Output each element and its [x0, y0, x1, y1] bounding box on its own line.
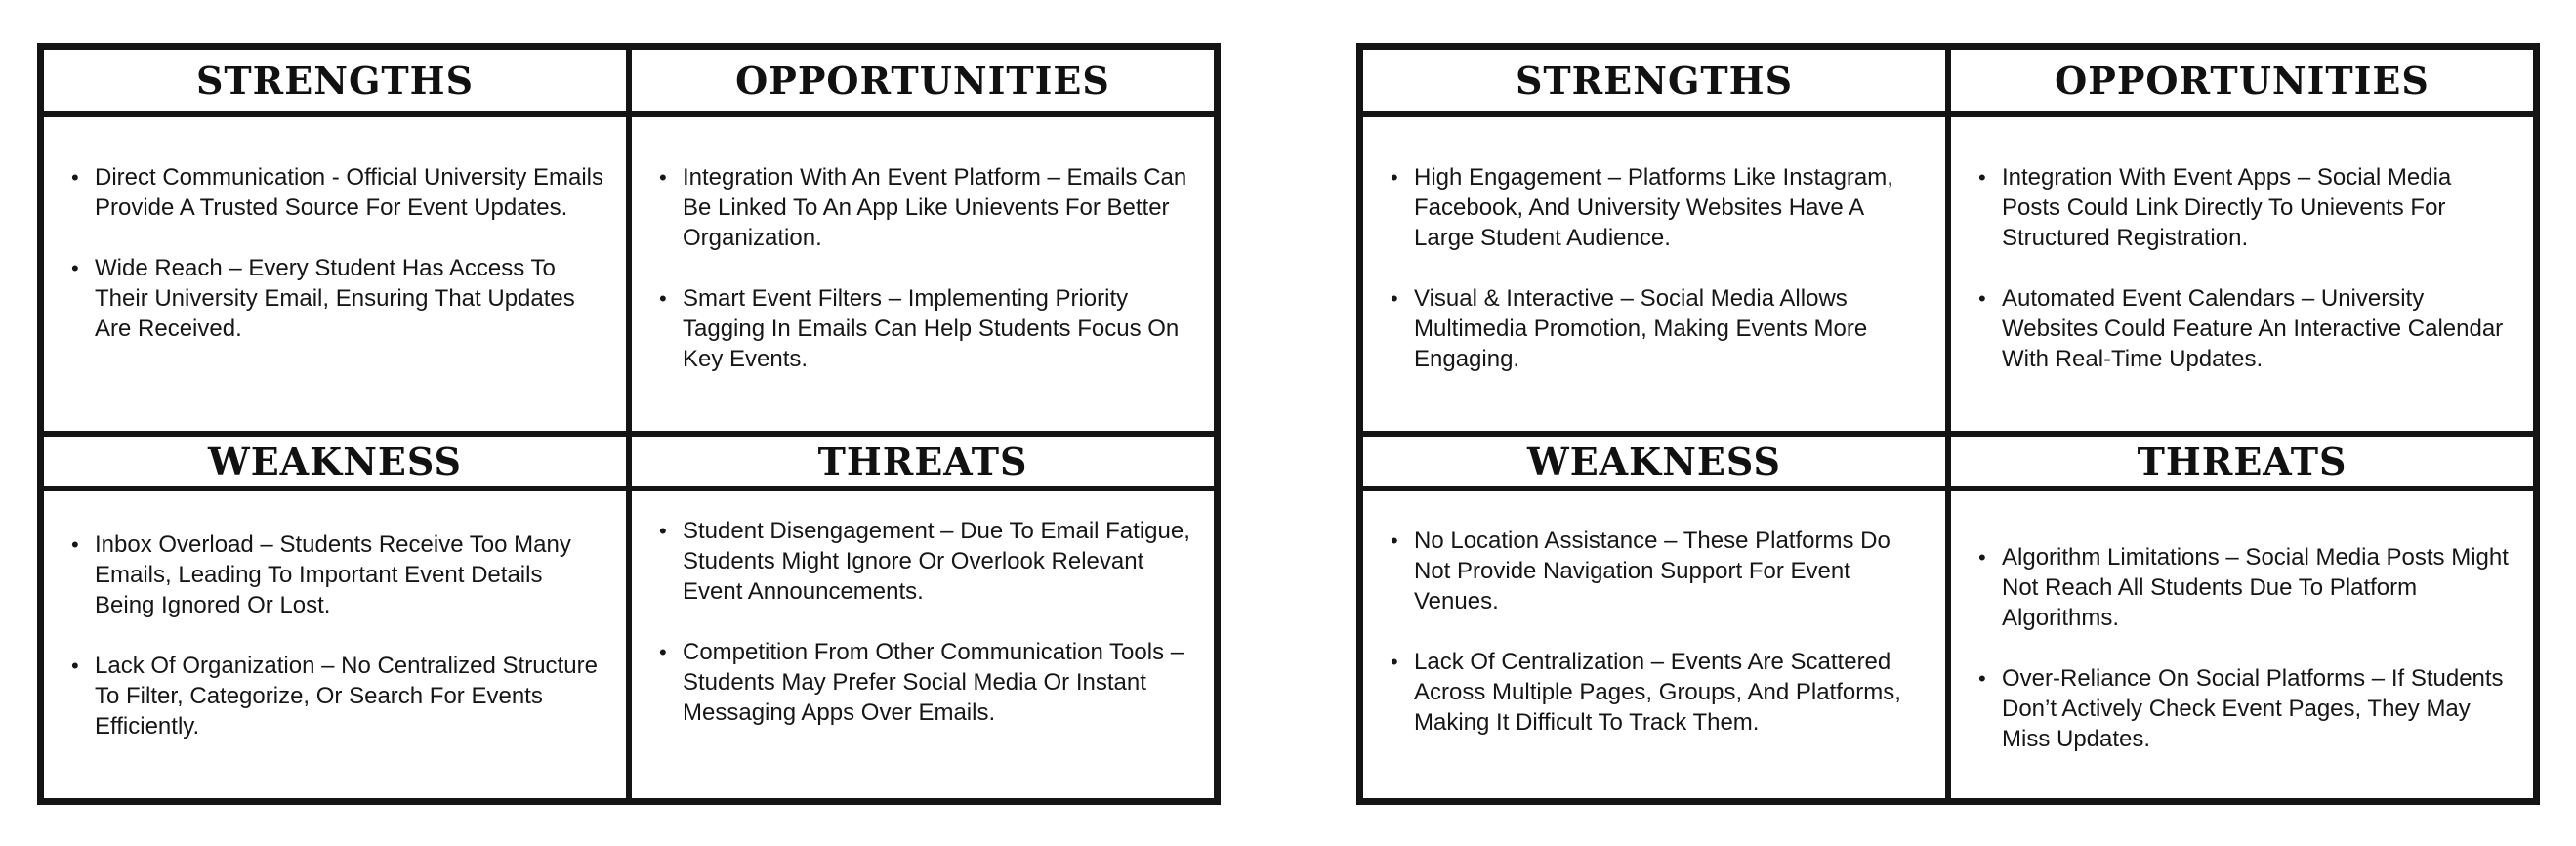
threats-heading: THREATS: [817, 439, 1028, 484]
strengths-list: [71, 162, 608, 344]
strengths-heading: STRENGTHS: [195, 59, 475, 103]
opportunities-cell: [1951, 117, 2533, 431]
threats-cell: [1951, 491, 2533, 798]
list-item: • Student Disengagement – Due To Email Fatigue, Students Might Ignore Or Overlook Relevant Event Announcements.: [659, 516, 1196, 607]
strengths-cell: [1363, 117, 1945, 431]
weakness-list: [71, 529, 608, 741]
list-item: • Lack Of Centralization – Events Are Scattered Across Multiple Pages, Groups, And Platforms, Making It Difficult To Track Them.: [1391, 647, 1928, 738]
weakness-heading: WEAKNESS: [1527, 439, 1781, 484]
weakness-cell: [1363, 491, 1945, 798]
weakness-heading: WEAKNESS: [208, 439, 462, 484]
list-item: • Smart Event Filters – Implementing Priority Tagging In Emails Can Help Students Focus On Key Events.: [659, 283, 1196, 374]
opportunities-heading: OPPORTUNITIES: [2055, 59, 2430, 103]
threats-cell: [632, 491, 1214, 798]
threats-heading: THREATS: [2137, 439, 2347, 484]
list-item: • Direct Communication - Official University Emails Provide A Trusted Source For Event Updates.: [71, 162, 608, 223]
list-item: • Over-Reliance On Social Platforms – If Students Don’t Actively Check Event Pages, They May Miss Updates.: [1978, 663, 2515, 754]
strengths-cell: [44, 117, 626, 431]
threats-list: [659, 516, 1196, 728]
list-item: • Integration With Event Apps – Social Media Posts Could Link Directly To Unievents For Structured Registration.: [1978, 162, 2515, 253]
weakness-cell: [44, 491, 626, 798]
threats-list: [1978, 542, 2515, 754]
weakness-list: [1391, 526, 1928, 738]
list-item: • Algorithm Limitations – Social Media Posts Might Not Reach All Students Due To Platform Algorithms.: [1978, 542, 2515, 633]
list-item: • Visual & Interactive – Social Media Allows Multimedia Promotion, Making Events More Engaging.: [1391, 283, 1928, 374]
swot-grid-social-media: [1356, 43, 2540, 805]
swot-grid-email: [37, 43, 1221, 805]
list-item: • Lack Of Organization – No Centralized Structure To Filter, Categorize, Or Search For Events Efficiently.: [71, 651, 608, 741]
list-item: • Automated Event Calendars – University Websites Could Feature An Interactive Calendar With Real-Time Updates.: [1978, 283, 2515, 374]
opportunities-heading: OPPORTUNITIES: [735, 59, 1110, 103]
list-item: • Wide Reach – Every Student Has Access To Their University Email, Ensuring That Updates Are Received.: [71, 253, 608, 344]
opportunities-list: [1978, 162, 2515, 374]
list-item: • No Location Assistance – These Platforms Do Not Provide Navigation Support For Event Venues.: [1391, 526, 1928, 616]
opportunities-cell: [632, 117, 1214, 431]
opportunities-list: [659, 162, 1196, 374]
list-item: • Integration With An Event Platform – Emails Can Be Linked To An App Like Unievents For Better Organization.: [659, 162, 1196, 253]
list-item: • High Engagement – Platforms Like Instagram, Facebook, And University Websites Have A Large Student Audience.: [1391, 162, 1928, 253]
list-item: • Competition From Other Communication Tools – Students May Prefer Social Media Or Instant Messaging Apps Over Emails.: [659, 637, 1196, 728]
list-item: • Inbox Overload – Students Receive Too Many Emails, Leading To Important Event Details Being Ignored Or Lost.: [71, 529, 608, 620]
strengths-list: [1391, 162, 1928, 374]
strengths-heading: STRENGTHS: [1515, 59, 1794, 103]
